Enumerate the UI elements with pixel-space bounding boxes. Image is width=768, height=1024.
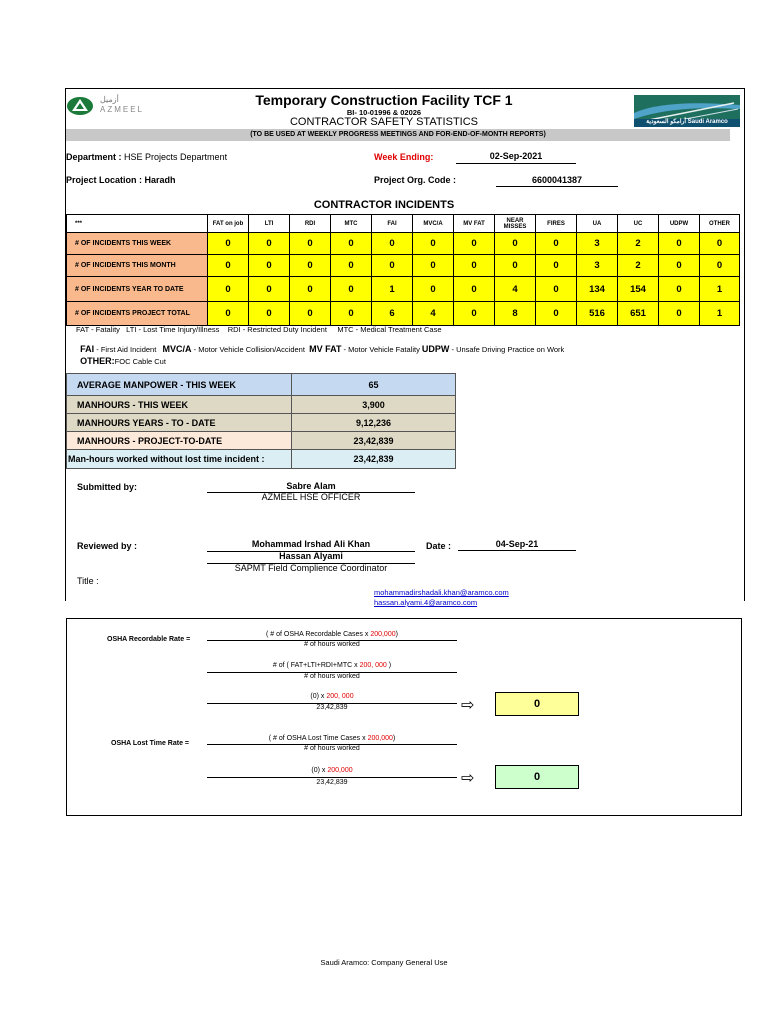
week-ending-label: Week Ending: (374, 152, 434, 162)
table-cell: 0 (290, 302, 331, 326)
formula-text: ( # of OSHA Lost Time Cases x (268, 735, 368, 742)
department-row (66, 152, 227, 162)
formula-text: ) (392, 735, 396, 742)
arrow-right-icon: ⇨ (461, 697, 475, 714)
column-header: UC (618, 215, 659, 233)
table-cell: 516 (577, 302, 618, 326)
table-cell: 3 (577, 233, 618, 255)
legend-text: - Motor Vehicle Fatality (341, 345, 422, 354)
table-cell: 0 (290, 233, 331, 255)
column-header: LTI (249, 215, 290, 233)
legend-abbr: MVC/A (162, 344, 192, 354)
table-cell: 0 (290, 255, 331, 277)
email-link[interactable]: mohammadirshadali.khan@aramco.com (374, 588, 509, 597)
table-cell: 0 (659, 277, 700, 302)
table-cell: 0 (536, 233, 577, 255)
table-cell: 0 (208, 277, 249, 302)
table-cell: 0 (331, 302, 372, 326)
location-label: Project Location : (66, 175, 143, 185)
manpower-label: MANHOURS - THIS WEEK (67, 396, 292, 414)
manpower-table (66, 373, 456, 469)
table-cell: 0 (372, 233, 413, 255)
formula-factor: 200, 000 (359, 662, 387, 669)
column-header: UDPW (659, 215, 700, 233)
project-ref: BI- 10-01996 & 02026 (346, 108, 422, 117)
department-label: Department : (66, 152, 122, 162)
table-cell: 2 (618, 255, 659, 277)
legend-text: FOC Cable Cut (114, 357, 166, 366)
calc-denominator: 23,42,839 (316, 704, 348, 711)
table-cell: 0 (290, 277, 331, 302)
table-cell: 0 (454, 233, 495, 255)
column-header: FAT on job (208, 215, 249, 233)
manpower-value: 9,12,236 (292, 414, 456, 432)
formula-factor: 200,000 (327, 767, 353, 774)
table-cell: 0 (208, 255, 249, 277)
azmeel-wordmark: AZMEEL (100, 105, 145, 114)
reviewer-title: SAPMT Field Complience Coordinator (234, 563, 388, 573)
table-row (67, 450, 456, 469)
week-ending-value: 02-Sep-2021 (489, 151, 543, 161)
lt-calc-denominator: 23,42,839 (316, 779, 348, 786)
legend-text: - Unsafe Driving Practice on Work (449, 345, 565, 354)
column-header: *** (67, 215, 208, 233)
formula-text: (0) x (310, 693, 327, 700)
osha-lost-time-label: OSHA Lost Time Rate = (111, 740, 189, 747)
date-value: 04-Sep-21 (495, 539, 539, 549)
legend-text: - First Aid Incident (94, 345, 163, 354)
table-row (67, 432, 456, 450)
table-cell: 0 (454, 302, 495, 326)
column-header: NEAR MISSES (495, 215, 536, 233)
table-cell: 0 (659, 233, 700, 255)
table-cell: 0 (536, 255, 577, 277)
table-cell: 0 (208, 233, 249, 255)
legend-line-3 (76, 347, 166, 366)
table-cell: 0 (331, 233, 372, 255)
footer-classification: Saudi Aramco: Company General Use (320, 958, 448, 967)
email-1[interactable] (374, 588, 509, 597)
incidents-table (66, 214, 740, 326)
usage-note: (TO BE USED AT WEEKLY PROGRESS MEETINGS AND FOR-END-OF-MONTH REPORTS) (66, 129, 730, 141)
table-cell: 0 (249, 277, 290, 302)
incidents-header-row (67, 215, 740, 233)
table-cell: 1 (372, 277, 413, 302)
table-row (67, 396, 456, 414)
column-header: FIRES (536, 215, 577, 233)
submitted-name: Sabre Alam (286, 481, 336, 491)
formula-factor: 200,000 (370, 631, 396, 638)
formula-factor: 200,000 (367, 735, 393, 742)
reviewed-label: Reviewed by : (77, 541, 138, 551)
org-code-label: Project Org. Code : (374, 175, 457, 185)
column-header: UA (577, 215, 618, 233)
manpower-value: 3,900 (292, 396, 456, 414)
lt-calc-numerator (207, 767, 457, 774)
table-cell: 3 (577, 255, 618, 277)
azmeel-arabic: أزميل (100, 95, 119, 104)
table-row (67, 277, 740, 302)
table-cell: 0 (700, 255, 740, 277)
legend-line-1: FAT - Fatality LTI - Lost Time Injury/Illness RDI - Restricted Duty Incident MTC - Medical Treatment Case (76, 325, 442, 334)
row-label: # OF INCIDENTS THIS WEEK (67, 233, 208, 255)
table-cell: 1 (700, 277, 740, 302)
table-cell: 0 (372, 255, 413, 277)
column-header: RDI (290, 215, 331, 233)
table-cell: 134 (577, 277, 618, 302)
alt-numerator (207, 662, 457, 669)
submitted-title: AZMEEL HSE OFFICER (261, 492, 361, 502)
table-row (67, 255, 740, 277)
formula-text: ) (395, 631, 398, 638)
row-label: # OF INCIDENTS THIS MONTH (67, 255, 208, 277)
column-header: FAI (372, 215, 413, 233)
manpower-value: 23,42,839 (292, 450, 456, 469)
manpower-label: AVERAGE MANPOWER - THIS WEEK (67, 374, 292, 396)
arrow-right-icon: ⇨ (461, 770, 475, 787)
manpower-value: 23,42,839 (292, 432, 456, 450)
table-cell: 0 (331, 277, 372, 302)
org-code-value: 6600041387 (531, 175, 583, 185)
table-row (67, 233, 740, 255)
table-cell: 0 (331, 255, 372, 277)
incidents-heading: CONTRACTOR INCIDENTS (313, 199, 455, 211)
department-value: HSE Projects Department (124, 152, 228, 162)
table-cell: 0 (495, 233, 536, 255)
lt-denominator: # of hours worked (304, 745, 360, 752)
manpower-label: MANHOURS - PROJECT-TO-DATE (67, 432, 292, 450)
table-cell: 0 (454, 255, 495, 277)
reviewer-name-1: Mohammad Irshad Ali Khan (251, 539, 371, 549)
manpower-label: MANHOURS YEARS - TO - DATE (67, 414, 292, 432)
formula-factor: 200, 000 (326, 693, 354, 700)
table-cell: 0 (495, 255, 536, 277)
table-row (67, 374, 456, 396)
table-cell: 4 (413, 302, 454, 326)
page-subtitle: CONTRACTOR SAFETY STATISTICS (289, 116, 479, 128)
legend-abbr: MV FAT (309, 344, 342, 354)
formula-text: (0) x (311, 767, 328, 774)
legend-abbr: FAI (80, 344, 95, 354)
legend-abbr: UDPW (421, 344, 450, 354)
formula-text: # of ( FAT+LTI+RDI+MTC x (272, 662, 360, 669)
manpower-value: 65 (292, 374, 456, 396)
table-cell: 154 (618, 277, 659, 302)
table-cell: 0 (413, 277, 454, 302)
formula-text: ( # of OSHA Recordable Cases x (266, 631, 371, 638)
osha-recordable-label: OSHA Recordable Rate = (107, 636, 191, 643)
table-row (67, 414, 456, 432)
alt-denominator: # of hours worked (304, 673, 360, 680)
osha-recordable-result: 0 (495, 692, 579, 716)
table-cell: 0 (249, 302, 290, 326)
date-label: Date : (426, 541, 452, 551)
row-label: # OF INCIDENTS PROJECT TOTAL (67, 302, 208, 326)
calc-numerator (207, 693, 457, 700)
table-cell: 0 (413, 233, 454, 255)
manpower-label: Man-hours worked without lost time incident : (67, 450, 292, 469)
column-header: OTHER (700, 215, 740, 233)
title-label: Title : (77, 576, 99, 586)
table-cell: 0 (536, 277, 577, 302)
column-header: MV FAT (454, 215, 495, 233)
location-value: Haradh (144, 175, 176, 185)
table-row (67, 302, 740, 326)
location-row (66, 175, 176, 185)
reviewer-name-2: Hassan Alyami (279, 551, 343, 561)
table-cell: 1 (700, 302, 740, 326)
table-cell: 8 (495, 302, 536, 326)
lt-numerator (207, 735, 457, 742)
row-label: # OF INCIDENTS YEAR TO DATE (67, 277, 208, 302)
rec-numerator (207, 631, 457, 638)
table-cell: 0 (413, 255, 454, 277)
table-cell: 651 (618, 302, 659, 326)
email-link[interactable]: hassan.alyami.4@aramco.com (374, 598, 478, 607)
column-header: MVC/A (413, 215, 454, 233)
aramco-logo-text: أرامكو السعودية Saudi Aramco (646, 119, 728, 125)
table-cell: 0 (208, 302, 249, 326)
rec-denominator: # of hours worked (304, 641, 360, 648)
legend-abbr: OTHER: (80, 356, 115, 366)
table-cell: 4 (495, 277, 536, 302)
table-cell: 0 (536, 302, 577, 326)
page-title: Temporary Construction Facility TCF 1 (255, 92, 513, 108)
osha-lost-time-result: 0 (495, 765, 579, 789)
table-cell: 0 (249, 255, 290, 277)
table-cell: 0 (249, 233, 290, 255)
legend-text: - Motor Vehicle Collision/Accident (191, 345, 310, 354)
table-cell: 2 (618, 233, 659, 255)
formula-text: ) (386, 662, 392, 669)
table-cell: 0 (659, 255, 700, 277)
column-header: MTC (331, 215, 372, 233)
table-cell: 0 (454, 277, 495, 302)
submitted-label: Submitted by: (77, 482, 137, 492)
table-cell: 0 (659, 302, 700, 326)
table-cell: 0 (700, 233, 740, 255)
table-cell: 6 (372, 302, 413, 326)
email-2[interactable] (374, 598, 477, 607)
